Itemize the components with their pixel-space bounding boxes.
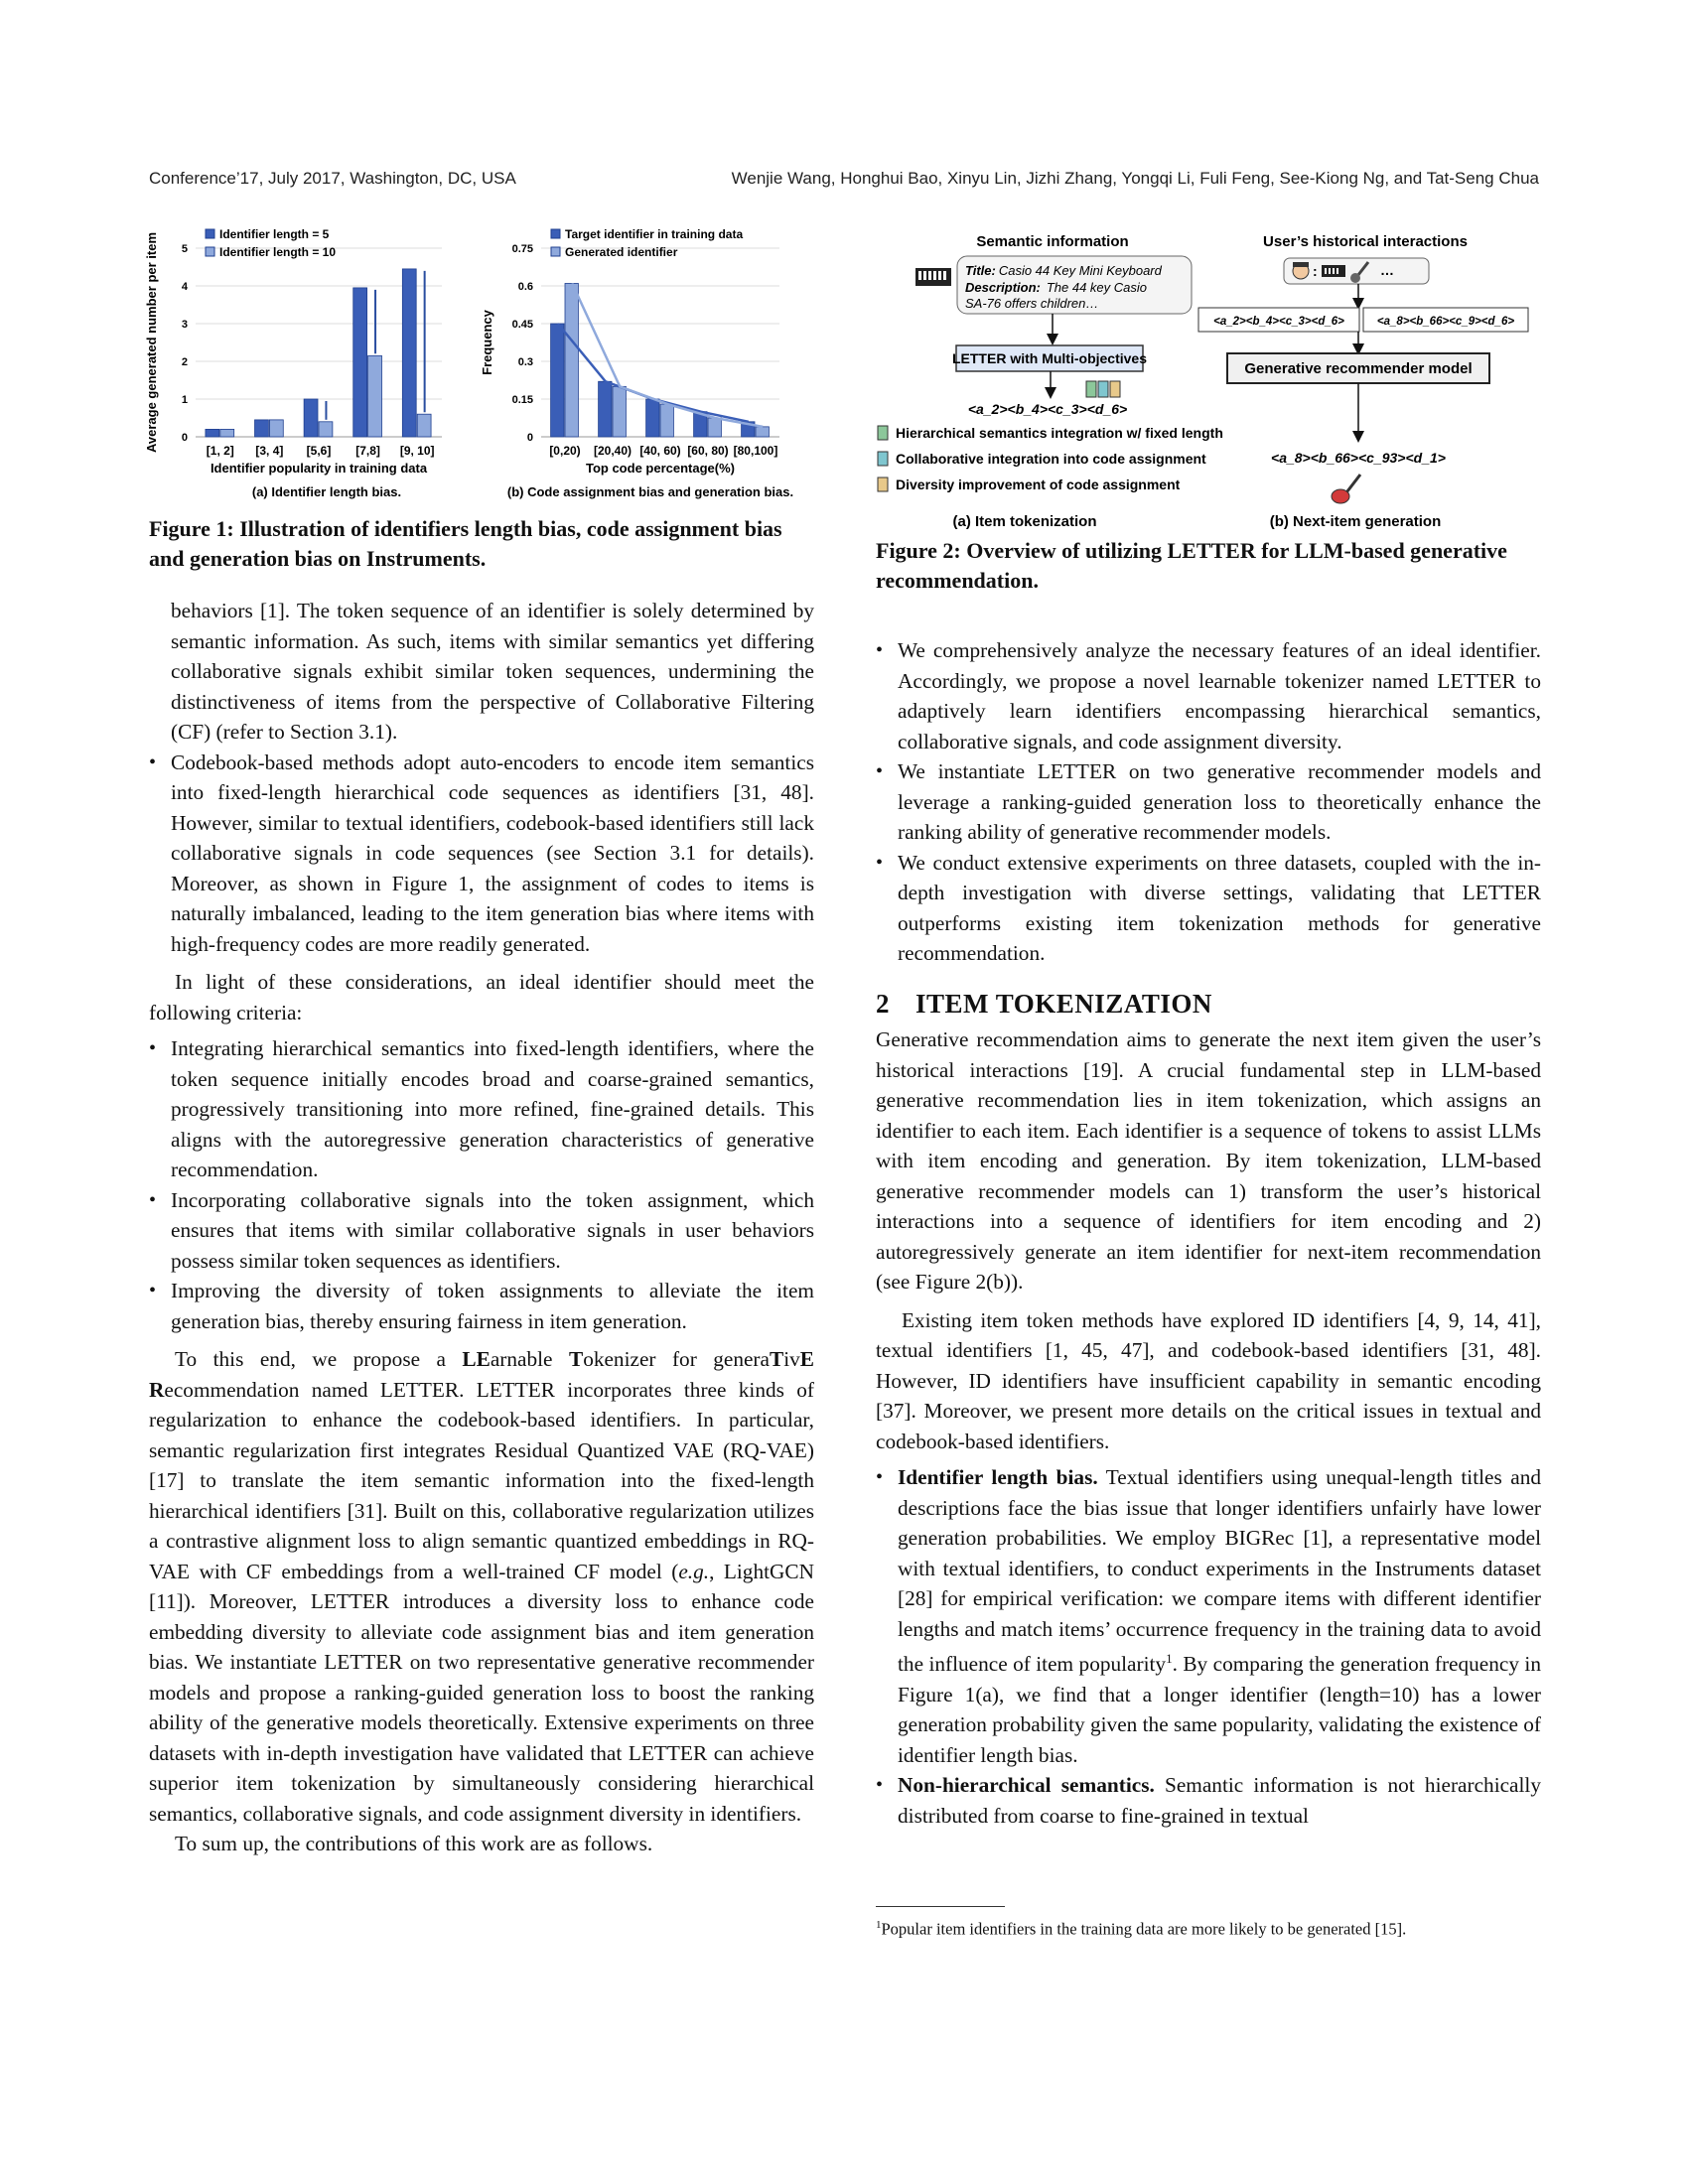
legend-swatch xyxy=(551,229,560,238)
history-code-2: <a_8><b_66><c_9><d_6> xyxy=(1376,316,1515,328)
left-column xyxy=(149,596,814,1859)
y-tick-label: 1 xyxy=(181,394,188,406)
legend-hierarchical: Hierarchical semantics integration w/ fixed length xyxy=(896,425,1223,441)
footnote: $^1$Popular item identifiers in the training data are more likely to be generated [15]. xyxy=(876,1919,1407,1939)
bullet-codebook: • Codebook-based methods adopt auto-encoders to encode item semantics into fixed-length hierarchical code sequences as identifiers [31, 48]. However, similar to textual identifiers, codebook-based identifiers still lack collaborative signals in code sequences (see Section 3.1 for details). Moreover, as shown in Figure 1, the assignment of codes to items is naturally imbalanced, leading to the item generation bias where items with high-frequency codes are more readily generated. xyxy=(149,748,814,960)
x-tick-label: [0,20) xyxy=(549,444,581,458)
code-block-cyan xyxy=(1098,381,1108,397)
legend-diversity: Diversity improvement of code assignment xyxy=(896,477,1181,492)
x-tick-label: [9, 10] xyxy=(399,444,435,458)
user-avatar-icon xyxy=(1293,262,1309,279)
legend-label: Target identifier in training data xyxy=(565,227,744,241)
code-block-tan xyxy=(1110,381,1120,397)
output-code: <a_8><b_66><c_93><d_1> xyxy=(1271,450,1446,466)
contribution-1: • We comprehensively analyze the necessary features of an ideal identifier. Accordingly, we propose a novel learnable tokenizer named LETTER to adaptively learn identifiers encompassing hierarchical semantics, collaborative signals, and code assignment diversity. xyxy=(876,635,1541,756)
history-ellipsis: … xyxy=(1380,262,1394,278)
figure-1 xyxy=(144,226,824,514)
legend-swatch xyxy=(206,229,214,238)
y-tick-label: 0 xyxy=(526,432,533,444)
x-tick-label: [7,8] xyxy=(355,444,380,458)
y-tick-label: 0 xyxy=(181,432,188,444)
running-header-left: Conference’17, July 2017, Washington, DC, USA xyxy=(149,169,516,188)
bullet-criterion-2: • Incorporating collaborative signals into the token assignment, which ensures that items with similar collaborative signals in user behaviors possess similar token sequences as identifiers. xyxy=(149,1185,814,1277)
bar xyxy=(599,381,612,437)
bar xyxy=(417,414,431,437)
history-code-1: <a_2><b_4><c_3><d_6> xyxy=(1213,316,1344,328)
subcaption-b: (b) Next-item generation xyxy=(1269,513,1442,530)
subcaption: (a) Identifier length bias. xyxy=(251,484,402,499)
figure-2 xyxy=(874,226,1549,534)
x-tick-label: [40, 60) xyxy=(639,444,681,458)
keyboard-history-icon xyxy=(1322,265,1345,277)
y-tick-label: 2 xyxy=(181,356,188,368)
figure-1-charts xyxy=(144,226,824,514)
bar xyxy=(269,420,283,437)
subcaption: (b) Code assignment bias and generation bias. xyxy=(506,484,794,499)
section-paragraph-2: Existing item token methods have explored ID identifiers [4, 9, 14, 41], textual identifiers [1, 45, 47], and codebook-based identifiers [31, 48]. However, ID identifiers have insufficient capability in semantic encoding [37]. Moreover, we present more details on the critical issues in textual and codebook-based identifiers. xyxy=(876,1307,1541,1453)
paragraph-proposal: To this end, we propose a LEarnable Tokenizer for generaTivE Recommendation named LETTER. LETTER incorporates three kinds of regularization to enhance the codebook-based identifiers. In particular, semantic regularization first integrates Residual Quantized VAE (RQ-VAE) [17] to translate the item semantic information into the fixed-length hierarchical identifiers [31]. Built on this, collaborative regularization utilizes a contrastive alignment loss to align semantic quantized embeddings in RQ-VAE with CF embeddings from a well-trained CF model (e.g., LightGCN [11]). Moreover, LETTER introduces a diversity loss to enhance code embedding diversity to alleviate code assignment bias and item generation bias. We instantiate LETTER on two representative generative recommender models and propose a ranking-guided generation loss to boost the ranking ability of the generative models theoretically. Extensive experiments on three datasets with in-depth investigation have validated that LETTER can achieve superior item tokenization by simultaneously considering hierarchical semantics, collaborative signals, and code assignment diversity in identifiers. xyxy=(149,1347,814,1826)
figure-2-diagram xyxy=(874,226,1549,534)
letter-box-label: LETTER with Multi-objectives xyxy=(951,350,1148,366)
x-tick-label: [5,6] xyxy=(306,444,332,458)
history-title: User’s historical interactions xyxy=(1263,233,1468,250)
item-text-line2: Description: The 44 key Casio xyxy=(965,280,1148,295)
figure-1-caption: Figure 1: Illustration of identifiers length bias, code assignment bias and generation bias on Instruments. xyxy=(149,516,782,571)
contribution-3: • We conduct extensive experiments on three datasets, coupled with the in-depth investigation with diverse settings, validating that LETTER outperforms existing item tokenization methods for generative recommendation. xyxy=(876,848,1541,969)
right-column xyxy=(876,635,1541,1831)
code-block-green xyxy=(1086,381,1096,397)
legend-swatch xyxy=(206,247,214,256)
bullet-non-hierarchical: • Non-hierarchical semantics. Semantic information is not hierarchically distributed from coarse to fine-grained in textual xyxy=(876,1770,1541,1831)
legend-label: Identifier length = 10 xyxy=(219,245,337,259)
bar xyxy=(756,427,769,437)
bar xyxy=(255,420,269,437)
legend-swatch-green xyxy=(878,426,888,440)
paragraph-light: In light of these considerations, an ideal identifier should meet the following criteria: xyxy=(149,970,814,1024)
paragraph-sum-up: To sum up, the contributions of this work are as follows. xyxy=(175,1832,653,1855)
section-paragraph-1: Generative recommendation aims to generate the next item given the user’s historical interactions [19]. A crucial fundamental step in LLM-based generative recommendation lies in item tokenization, which assigns an identifier to each item. Each identifier is a sequence of tokens to assist LLMs with item encoding and generation. By item tokenization, LLM-based generative recommender models can 1) transform the user’s historical interactions into a sequence of identifiers for item encoding and 2) autoregressively generate an item identifier for next-item recommendation (see Figure 2(b)). xyxy=(876,1027,1541,1294)
semantic-info-title: Semantic information xyxy=(976,233,1129,250)
footnote-rule xyxy=(876,1906,1005,1907)
y-tick-label: 0.75 xyxy=(511,243,533,255)
item-text-line3: SA-76 offers children… xyxy=(965,296,1099,311)
bar xyxy=(220,429,234,437)
x-tick-label: [80,100] xyxy=(733,444,778,458)
legend-label: Identifier length = 5 xyxy=(219,227,330,241)
svg-text::: : xyxy=(1313,263,1318,279)
legend-label: Generated identifier xyxy=(565,245,678,259)
x-tick-label: [3, 4] xyxy=(255,444,284,458)
item-code: <a_2><b_4><c_3><d_6> xyxy=(967,401,1128,417)
bar xyxy=(565,283,578,437)
section-heading: 2 ITEM TOKENIZATION xyxy=(876,988,1212,1019)
y-axis-label: Frequency xyxy=(480,310,494,375)
bar xyxy=(551,324,564,437)
contribution-2: • We instantiate LETTER on two generative recommender models and leverage a ranking-guided generation loss to theoretically enhance the ranking ability of generative recommender models. xyxy=(876,756,1541,848)
bar xyxy=(353,288,367,437)
bar xyxy=(613,386,626,437)
paragraph-continued: behaviors [1]. The token sequence of an identifier is solely determined by semantic information. As such, items with similar semantics yet differing collaborative signals exhibit similar token sequences, undermining the distinctiveness of items from the perspective of Collaborative Filtering (CF) (refer to Section 3.1). xyxy=(171,599,814,744)
keyboard-icon xyxy=(915,268,951,286)
y-tick-label: 0.15 xyxy=(511,394,533,406)
y-axis-label: Average generated number per item xyxy=(144,231,159,454)
legend-collaborative: Collaborative integration into code assignment xyxy=(896,451,1206,467)
x-axis-label: Identifier popularity in training data xyxy=(210,461,428,476)
bar xyxy=(206,429,219,437)
guitar-output-icon xyxy=(1332,475,1360,503)
y-tick-label: 0.45 xyxy=(511,319,533,331)
bar xyxy=(304,399,318,437)
y-tick-label: 3 xyxy=(181,319,188,331)
y-tick-label: 0.3 xyxy=(517,356,533,368)
bar xyxy=(708,418,721,437)
y-tick-label: 4 xyxy=(181,281,188,293)
bar xyxy=(319,422,333,437)
running-header-right: Wenjie Wang, Honghui Bao, Xinyu Lin, Jizhi Zhang, Yongqi Li, Fuli Feng, See-Kiong Ng, and Tat-Seng Chua xyxy=(731,169,1539,188)
bar xyxy=(660,404,673,437)
bullet-length-bias: • Identifier length bias. Textual identifiers using unequal-length titles and descriptions face the bias issue that longer identifiers unfairly have lower generation probabilities. We employ BIGRec [1], a representative model with textual identifiers, to conduct experiments in the Instruments dataset [28] for empirical verification: we compare items with different identifier lengths and match items’ occurrence frequency in the training data to avoid the influence of item popularity$^1$. By comparing the generation frequency in Figure 1(a), we find that a longer identifier (length=10) has a lower generation probability given the same popularity, validating the existence of identifier length bias. xyxy=(876,1462,1541,1770)
x-tick-label: [20,40) xyxy=(593,444,633,458)
subcaption-a: (a) Item tokenization xyxy=(952,513,1097,530)
y-tick-label: 5 xyxy=(181,243,188,255)
x-tick-label: [1, 2] xyxy=(206,444,234,458)
legend-swatch-cyan xyxy=(878,452,888,466)
x-axis-label: Top code percentage(%) xyxy=(585,461,736,476)
legend-swatch-tan xyxy=(878,478,888,491)
item-text-line1: Title: Casio 44 Key Mini Keyboard xyxy=(965,263,1162,278)
figure-2-caption: Figure 2: Overview of utilizing LETTER for LLM-based generative recommendation. xyxy=(876,538,1507,593)
bar xyxy=(368,355,382,437)
generative-model-label: Generative recommender model xyxy=(1244,360,1473,377)
bar xyxy=(402,269,416,437)
x-tick-label: [60, 80) xyxy=(687,444,729,458)
y-tick-label: 0.6 xyxy=(517,281,533,293)
bullet-criterion-1: • Integrating hierarchical semantics into fixed-length identifiers, where the token sequence initially encodes broad and coarse-grained semantics, progressively transitioning into more refined, fine-grained details. This aligns with the autoregressive generation characteristics of generative recommendation. xyxy=(149,1033,814,1185)
bar xyxy=(646,399,659,437)
legend-swatch xyxy=(551,247,560,256)
bullet-criterion-3: • Improving the diversity of token assignments to alleviate the item generation bias, thereby ensuring fairness in item generation. xyxy=(149,1276,814,1336)
